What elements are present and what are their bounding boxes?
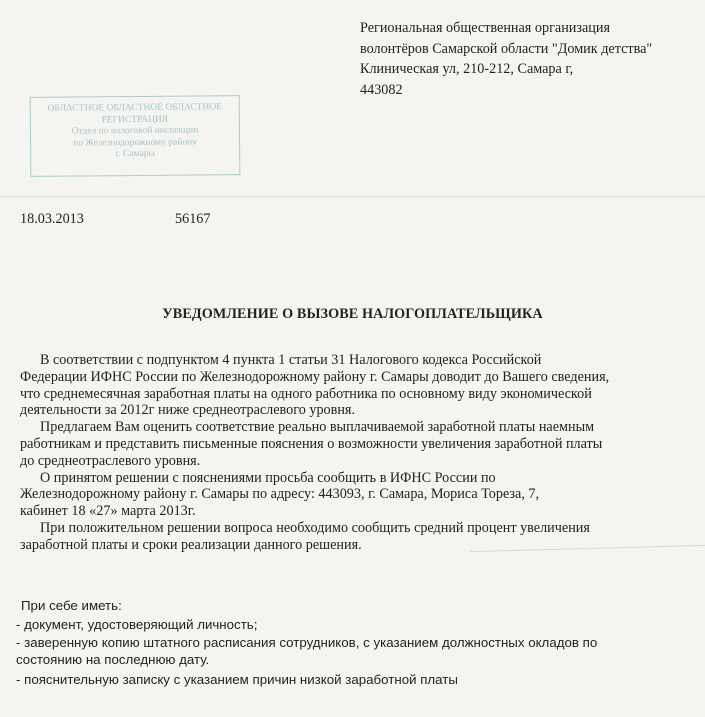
document-number: 56167 bbox=[175, 211, 211, 227]
document-body bbox=[20, 352, 700, 554]
address-line: Региональная общественная организация bbox=[360, 20, 610, 36]
address-line: 443082 bbox=[360, 81, 403, 98]
list-item: - документ, удостоверяющий личность; bbox=[16, 617, 258, 632]
document-date: 18.03.2013 bbox=[20, 211, 84, 227]
address-line: Клиническая ул, 210-212, Самара г, bbox=[360, 61, 574, 77]
fold-line bbox=[0, 196, 705, 197]
stamp-line: Отдел по налоговой инспекции bbox=[71, 125, 199, 137]
stamp-line: по Железнодорожному району bbox=[73, 136, 197, 149]
paragraph: О принятом решении с пояснениями просьба сообщить в ИФНС России по Железнодорожному району г. Самары по адресу: 443093, г. Самара, Мориса Тореза, 7, кабинет 18 «27» марта 2013г. bbox=[20, 469, 540, 520]
required-documents-list bbox=[16, 596, 701, 689]
address-line: волонтёров Самарской области "Домик детства" bbox=[360, 40, 653, 57]
list-item: - заверенную копию штатного расписания сотрудников, с указанием должностных окладов по состоянию на последнюю дату. bbox=[16, 635, 598, 667]
list-item: - пояснительную записку с указанием причин низкой заработной платы bbox=[16, 672, 458, 687]
paragraph: В соответствии с подпунктом 4 пункта 1 статьи 31 Налогового кодекса Российской Федерации ИФНС России по Железнодорожному району г. Самары доводит до Вашего сведения, что среднемесячная заработная платы на одного работника по основному виду экономической деятельности за 2012г ниже среднеотраслевого уровня. bbox=[20, 352, 610, 419]
paragraph: При положительном решении вопроса необходимо сообщить средний процент увеличения заработной платы и сроки реализации данного решения. bbox=[20, 519, 590, 553]
list-header: При себе иметь: bbox=[21, 598, 122, 613]
paragraph: Предлагаем Вам оценить соответствие реально выплачиваемой заработной платы наемным работникам и представить письменные пояснения о возможности увеличения заработной платы до среднеотраслевого уровня. bbox=[20, 419, 603, 469]
stamp-line: ОБЛАСТНОЕ ОБЛАСТНОЕ ОБЛАСТНОЕ bbox=[47, 102, 223, 114]
recipient-address bbox=[360, 18, 700, 100]
document-title: УВЕДОМЛЕНИЕ О ВЫЗОВЕ НАЛОГОПЛАТЕЛЬЩИКА bbox=[162, 306, 543, 322]
stamp-line: г. Самары bbox=[115, 148, 155, 160]
stamp-line: РЕГИСТРАЦИЯ bbox=[101, 114, 169, 125]
registration-stamp bbox=[30, 95, 241, 177]
